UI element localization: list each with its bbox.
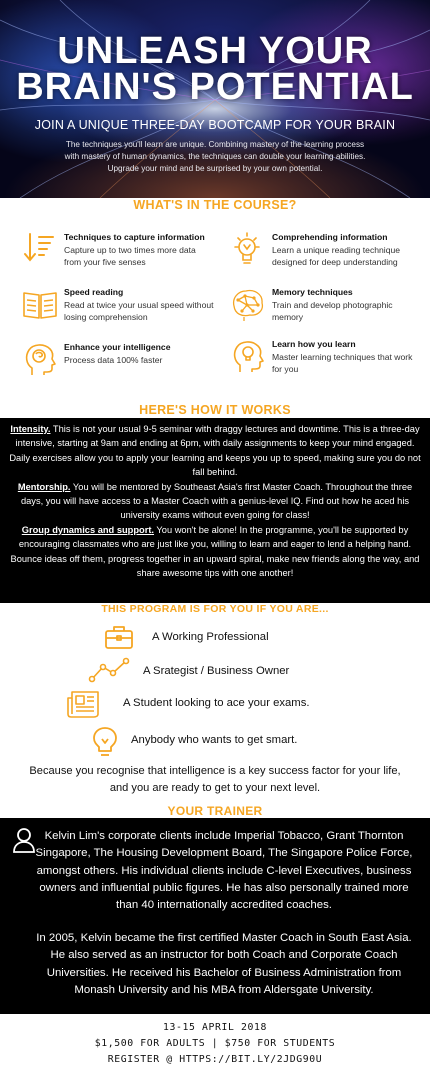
how-item-lead: Mentorship. bbox=[17, 481, 71, 492]
feature-memory bbox=[230, 286, 420, 330]
feature-capture bbox=[22, 231, 212, 275]
program-item-text: A Student looking to ace your exams. bbox=[123, 697, 310, 709]
hero-banner bbox=[0, 0, 430, 198]
feature-learn-how bbox=[230, 338, 420, 382]
how-heading-band bbox=[0, 403, 430, 418]
register-link[interactable]: REGISTER @ HTTPS://BIT.LY/2JDG90U bbox=[107, 1053, 323, 1065]
program-item-text: Anybody who wants to get smart. bbox=[131, 734, 298, 746]
how-item-lead: Intensity. bbox=[10, 424, 51, 434]
lightbulb-icon bbox=[92, 726, 118, 758]
brain-network-icon bbox=[230, 286, 266, 322]
newspaper-icon bbox=[66, 689, 100, 719]
feature-intelligence bbox=[22, 341, 212, 385]
program-section bbox=[0, 603, 430, 804]
feature-desc: Master learning techniques that work for you bbox=[272, 352, 413, 374]
how-item-text: This is not your usual 9-5 seminar with draggy lectures and downtime. This is a three-day intensive, starting at 9am and ending at 6pm, with daily assignments to keep your mind engaged. Daily exercises allow you to apply your learning and keeps you up to speed, making sure you do not fall behind. bbox=[9, 424, 421, 478]
head-lightbulb-icon bbox=[230, 338, 266, 374]
briefcase-icon bbox=[104, 623, 134, 651]
program-footer-line1: Because you recognise that intelligence is a key success factor for your life, bbox=[29, 765, 401, 777]
event-dates: 13-15 APRIL 2018 bbox=[163, 1022, 267, 1033]
feature-desc: Train and develop photographic memory bbox=[272, 300, 393, 322]
how-section bbox=[0, 418, 430, 603]
course-section bbox=[0, 198, 430, 403]
how-item-text: You will be mentored by Southeast Asia's first Master Coach. Throughout the three days, you will have access to a Master Coach with a genius-level IQ. Find out how he aced his university exams without even going for class! bbox=[20, 481, 413, 521]
trainer-heading-band bbox=[0, 804, 430, 818]
download-arrows-icon bbox=[22, 231, 58, 267]
feature-title: Enhance your intelligence bbox=[64, 342, 171, 352]
feature-comprehend bbox=[230, 231, 420, 275]
event-info-footer bbox=[0, 1014, 430, 1075]
feature-title: Learn how you learn bbox=[272, 339, 356, 349]
how-item-group bbox=[6, 523, 424, 581]
lightbulb-head-icon bbox=[230, 231, 266, 267]
how-heading: HERE'S HOW IT WORKS bbox=[139, 403, 291, 417]
feature-desc: Process data 100% faster bbox=[64, 355, 163, 365]
program-footer bbox=[0, 763, 430, 797]
program-item-text: A Working Professional bbox=[152, 631, 269, 643]
open-book-icon bbox=[22, 286, 58, 322]
feature-desc: Capture up to two times more data from your five senses bbox=[64, 245, 196, 267]
hero-title-line2: BRAIN'S POTENTIAL bbox=[16, 66, 414, 108]
hero-subtitle: JOIN A UNIQUE THREE-DAY BOOTCAMP FOR YOUR BRAIN bbox=[34, 118, 396, 132]
feature-title: Techniques to capture information bbox=[64, 232, 205, 242]
trainer-heading: YOUR TRAINER bbox=[167, 804, 263, 818]
feature-desc: Read at twice your usual speed without losing comprehension bbox=[64, 300, 214, 322]
course-heading: WHAT'S IN THE COURSE? bbox=[133, 198, 297, 212]
feature-title: Speed reading bbox=[64, 287, 124, 297]
event-prices: $1,500 FOR ADULTS | $750 FOR STUDENTS bbox=[94, 1037, 336, 1049]
program-item-text: A Srategist / Business Owner bbox=[143, 665, 290, 677]
hero-description: The techniques you'll learn are unique. Combining mastery of the learning process with mastery of human dynamics, the techniques can double your learning abilities. Upgrade your mind and be surprised by your own potential. bbox=[64, 140, 366, 173]
program-heading: THIS PROGRAM IS FOR YOU IF YOU ARE... bbox=[101, 603, 329, 615]
feature-title: Memory techniques bbox=[272, 287, 353, 297]
feature-speed-reading bbox=[22, 286, 212, 330]
how-item-text: You won't be alone! In the programme, you'll be supported by encouraging classmates who are just like you, willing to learn and eager to lend a helping hand. Bounce ideas off them, progress together in an upward spiral, make new friends along the way, and share awesome tips with one another! bbox=[10, 524, 420, 579]
trainer-bio-paragraph-1: Kelvin Lim's corporate clients include Imperial Tobacco, Grant Thornton Singapore, The Housing Development Board, The Singapore Police Force, amongst others. His individual clients include C-level Executives, business owners and influential public figures. He has also personally trained more than 40 internationally accredited coaches. bbox=[35, 830, 413, 912]
feature-desc: Learn a unique reading technique designed for deep understanding bbox=[272, 245, 401, 267]
how-item-lead: Group dynamics and support. bbox=[21, 524, 155, 535]
how-item-mentorship bbox=[6, 480, 424, 523]
trainer-section bbox=[0, 818, 430, 1014]
feature-title: Comprehending information bbox=[272, 232, 388, 242]
brain-head-icon bbox=[22, 341, 58, 377]
trend-line-icon bbox=[88, 657, 130, 685]
program-footer-line2: and you are ready to get to your next level. bbox=[109, 782, 321, 794]
hero-title-line1: UNLEASH YOUR bbox=[57, 30, 373, 72]
how-item-intensity bbox=[6, 422, 424, 480]
trainer-bio-paragraph-2: In 2005, Kelvin became the first certified Master Coach in South East Asia. He also served as an instructor for both Coach and Corporate Coach Universities. He received his Bachelor of Business Administration from Monash University and his MBA from Aldersgate University. bbox=[36, 932, 412, 996]
